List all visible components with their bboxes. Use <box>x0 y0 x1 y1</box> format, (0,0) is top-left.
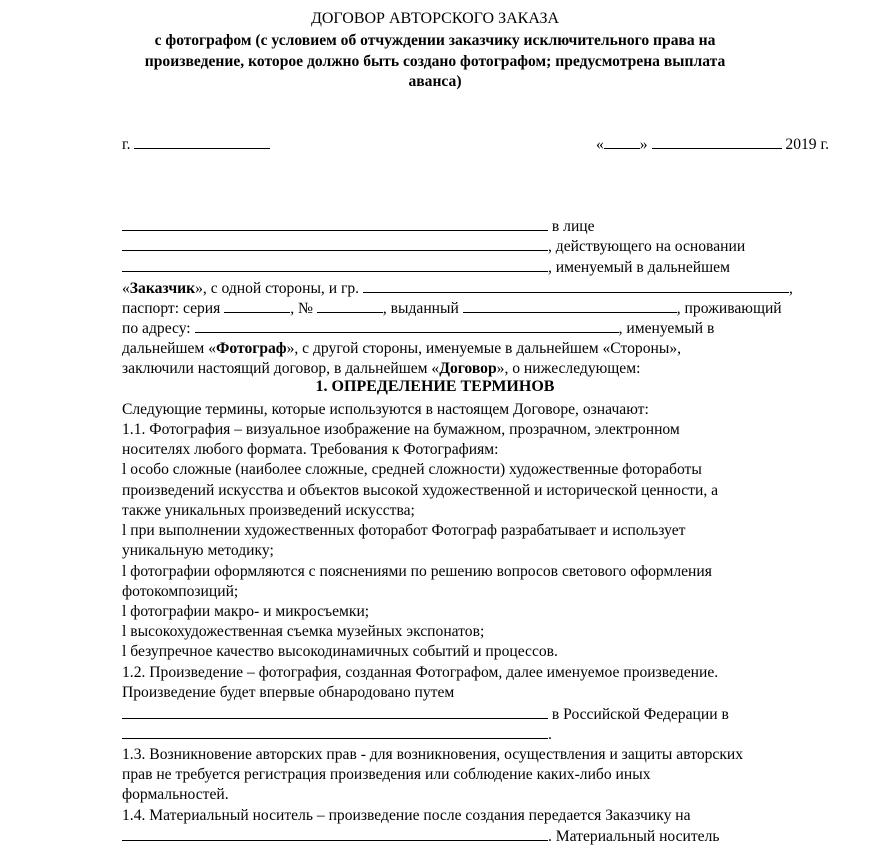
material-carrier-text: . Материальный носитель <box>548 828 720 845</box>
section-line: фотокомпозиций; <box>122 583 239 600</box>
publication-line <box>122 704 729 725</box>
contract-term: Договор <box>439 360 497 377</box>
publication-date-blank[interactable] <box>122 724 548 739</box>
section-line: l при выполнении художественных фоторабот Фотограф разрабатывает и использует <box>122 522 686 539</box>
carrier-blank[interactable] <box>122 826 548 841</box>
period-text: . <box>548 726 552 743</box>
date-line <box>596 134 829 155</box>
basis-blank[interactable] <box>122 257 548 272</box>
section-line: прав не требуется регистрация произведения или соблюдение каких-либо иных <box>122 766 651 783</box>
section-line: l особо сложные (наиболее сложные, средней сложности) художественные фотоработы <box>122 461 702 478</box>
parties-line-1 <box>122 216 595 237</box>
section-line: носителях любого формата. Требования к Фотографиям: <box>122 441 499 458</box>
named-text: , именуемый в <box>618 320 715 337</box>
representative-blank[interactable] <box>122 236 548 251</box>
parties-line-5 <box>122 298 782 319</box>
russian-federation-text: в Российской Федерации в <box>551 706 729 723</box>
document-subtitle-line-2: произведение, которое должно быть создано фотографом; предусмотрена выплата <box>144 53 726 70</box>
quote-close: » <box>639 136 648 153</box>
city-prefix: г. <box>122 136 131 153</box>
one-side-text: », с одной стороны, и гр. <box>195 280 360 297</box>
passport-series-label: паспорт: серия <box>122 300 221 317</box>
passport-series-blank[interactable] <box>224 298 290 313</box>
section-line: l высокохудожественная съемка музейных экспонатов; <box>122 623 485 640</box>
section-line: также уникальных произведений искусства; <box>122 502 415 519</box>
publication-line-2 <box>122 724 552 745</box>
parties-line-4 <box>122 278 793 299</box>
parties-line-7 <box>122 339 681 359</box>
passport-number-blank[interactable] <box>317 298 383 313</box>
publication-method-blank[interactable] <box>122 704 548 719</box>
comma-text: , <box>788 280 793 297</box>
issued-by-label: , выданный <box>382 300 459 317</box>
section-1-heading: 1. ОПРЕДЕЛЕНИЕ ТЕРМИНОВ <box>315 378 555 395</box>
document-subtitle-line-3: аванса) <box>408 73 462 90</box>
other-side-text: », с другой стороны, именуемые в дальнейшем «Стороны», <box>286 340 682 357</box>
material-carrier-line <box>122 826 720 847</box>
photographer-term: Фотограф <box>216 340 287 357</box>
parties-line-3 <box>122 257 730 278</box>
document-title: ДОГОВОР АВТОРСКОГО ЗАКАЗА <box>310 10 560 27</box>
section-line: формальностей. <box>122 786 229 803</box>
customer-name-blank[interactable] <box>122 216 548 231</box>
section-line: l фотографии оформляются с пояснениями по решению вопросов светового оформления <box>122 563 712 580</box>
parties-line-6 <box>122 318 714 339</box>
section-line: произведений искусства и объектов высокой художественной и исторической ценности, а <box>122 482 719 499</box>
section-line: l фотографии макро- и микросъемки; <box>122 603 370 620</box>
year-text: 2019 г. <box>785 136 830 153</box>
residing-text: , проживающий <box>676 300 782 317</box>
passport-number-label: , № <box>290 300 313 317</box>
document-subtitle-line-1: с фотографом (с условием об отчуждении заказчику исключительного права на <box>154 32 716 49</box>
address-blank[interactable] <box>195 318 619 333</box>
section-line: 1.4. Материальный носитель – произведение после создания передается Заказчику на <box>122 807 691 824</box>
section-line: 1.1. Фотография – визуальное изображение на бумажном, прозрачном, электронном <box>122 421 680 438</box>
section-line: l безупречное качество высокодинамичных событий и процессов. <box>122 643 558 660</box>
section-line: Следующие термины, которые используются в настоящем Договоре, означают: <box>122 401 649 418</box>
parties-line-2 <box>122 236 745 257</box>
city-blank[interactable] <box>134 134 270 149</box>
month-blank[interactable] <box>652 134 782 149</box>
in-person-text: в лице <box>551 218 595 235</box>
parties-line-8 <box>122 359 640 379</box>
hereinafter-prefix: дальнейшем « <box>122 340 216 357</box>
section-line: 1.2. Произведение – фотография, созданная Фотографом, далее именуемое произведение. <box>122 664 719 681</box>
section-line: уникальную методику; <box>122 542 274 559</box>
photographer-name-blank[interactable] <box>363 278 789 293</box>
address-label: по адресу: <box>122 320 191 337</box>
city-line <box>122 134 270 155</box>
following-text: », о нижеследующем: <box>496 360 641 377</box>
concluded-text: заключили настоящий договор, в дальнейшем « <box>122 360 440 377</box>
section-line: Произведение будет впервые обнародовано путем <box>122 684 455 701</box>
acting-basis-text: , действующего на основании <box>548 238 746 255</box>
hereinafter-text: , именуемый в дальнейшем <box>548 259 730 276</box>
issued-by-blank[interactable] <box>463 298 677 313</box>
customer-term: Заказчик <box>129 280 196 297</box>
quote-text: « <box>122 280 130 297</box>
day-blank[interactable] <box>604 134 640 149</box>
section-line: 1.3. Возникновение авторских прав - для возникновения, осуществления и защиты авторских <box>122 746 744 763</box>
quote-open: « <box>596 136 604 153</box>
